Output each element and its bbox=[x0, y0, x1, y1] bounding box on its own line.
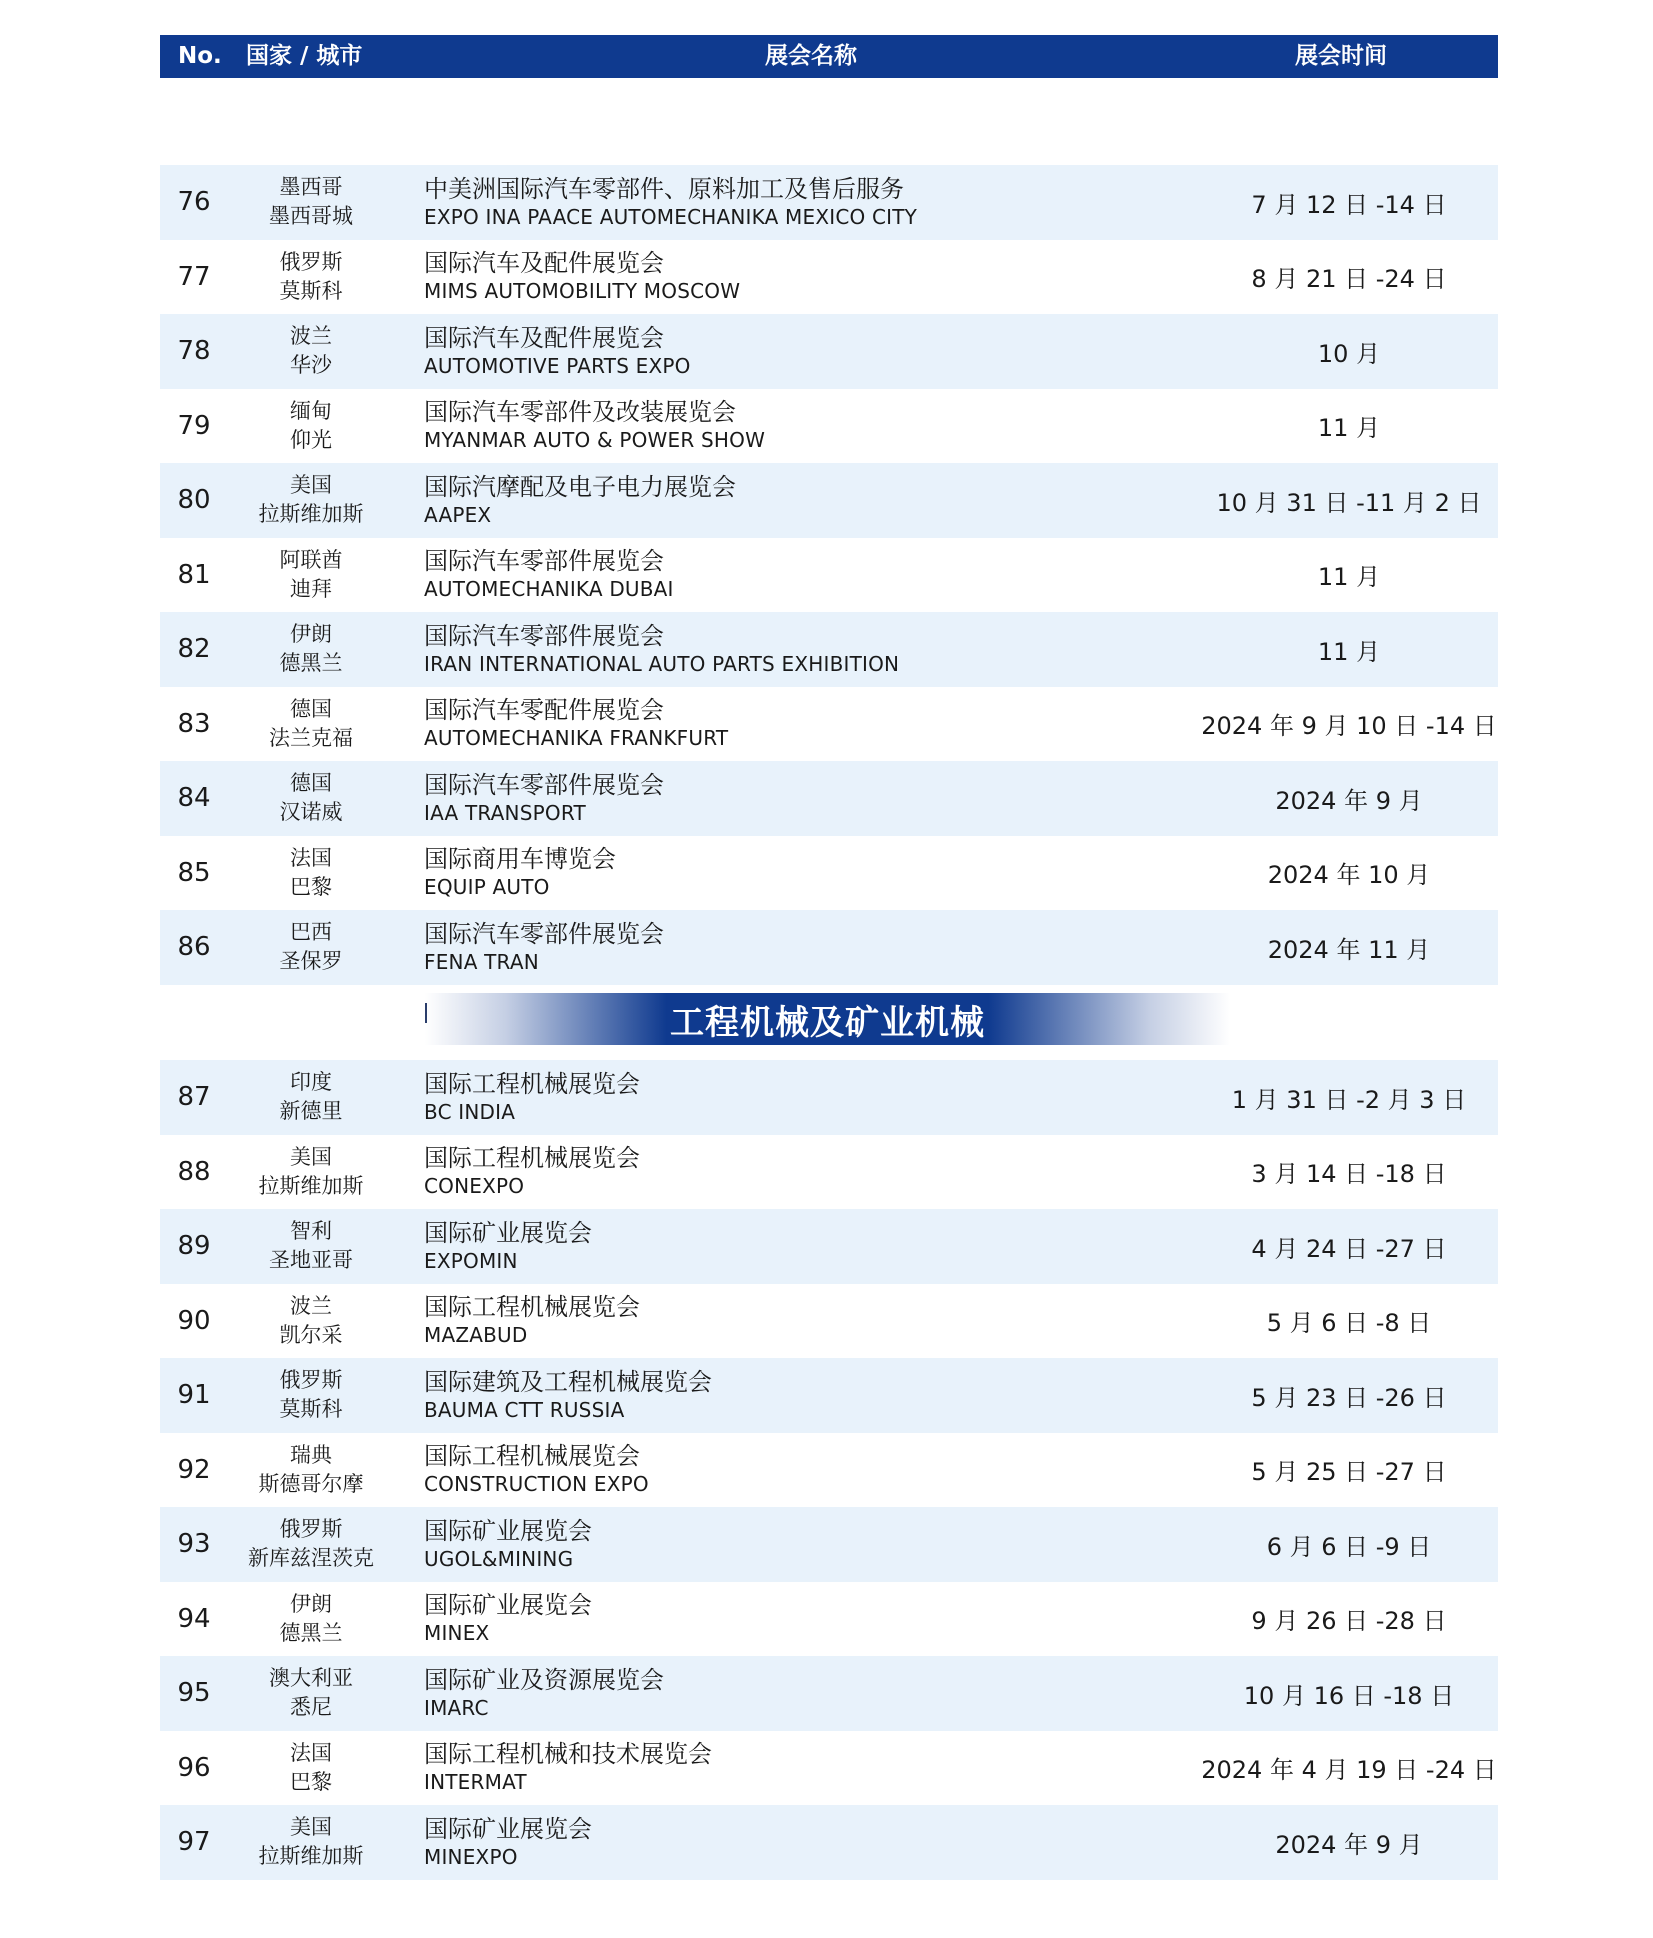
row-number: 89 bbox=[177, 1231, 211, 1262]
row-number: 82 bbox=[177, 634, 211, 665]
row-date: 5 月 25 日 -27 日 bbox=[1251, 1458, 1447, 1487]
row-exhibition-name-cn: 国际矿业及资源展览会 bbox=[424, 1665, 664, 1694]
row-country: 巴西 bbox=[290, 920, 332, 945]
row-exhibition-name-cn: 国际工程机械展览会 bbox=[424, 1069, 640, 1098]
row-exhibition bbox=[424, 1060, 1184, 1135]
row-exhibition-name-en: MIMS AUTOMOBILITY MOSCOW bbox=[424, 279, 741, 304]
row-exhibition-name-cn: 国际矿业展览会 bbox=[424, 1516, 592, 1545]
row-location bbox=[228, 165, 394, 240]
row-exhibition-name-en: MINEX bbox=[424, 1621, 490, 1646]
row-country: 美国 bbox=[290, 473, 332, 498]
table-row bbox=[160, 1060, 1498, 1135]
row-exhibition-name-en: AUTOMECHANIKA DUBAI bbox=[424, 577, 674, 602]
row-exhibition bbox=[424, 1358, 1184, 1433]
exhibition-table-machinery bbox=[160, 1060, 1498, 1880]
row-exhibition bbox=[424, 240, 1184, 315]
table-row bbox=[160, 1731, 1498, 1806]
table-row bbox=[160, 1284, 1498, 1359]
row-exhibition-name-cn: 国际汽摩配及电子电力展览会 bbox=[424, 472, 736, 501]
row-location bbox=[228, 240, 394, 315]
row-exhibition-name-cn: 国际汽车及配件展览会 bbox=[424, 249, 664, 278]
row-exhibition-name-en: CONSTRUCTION EXPO bbox=[424, 1472, 649, 1497]
row-exhibition bbox=[424, 538, 1184, 613]
row-exhibition-name-en: BAUMA CTT RUSSIA bbox=[424, 1397, 625, 1422]
row-city: 新库兹涅茨克 bbox=[248, 1546, 374, 1571]
exhibition-table-automotive bbox=[160, 165, 1498, 985]
row-country: 美国 bbox=[290, 1815, 332, 1840]
row-exhibition-name-cn: 国际汽车零部件展览会 bbox=[424, 621, 664, 650]
row-exhibition bbox=[424, 1135, 1184, 1210]
row-location bbox=[228, 463, 394, 538]
row-location bbox=[228, 1284, 394, 1359]
row-city: 拉斯维加斯 bbox=[258, 1173, 364, 1198]
row-date: 2024 年 9 月 bbox=[1275, 786, 1423, 815]
row-country: 法国 bbox=[290, 1740, 332, 1765]
row-exhibition bbox=[424, 389, 1184, 464]
row-exhibition-name-en: AUTOMOTIVE PARTS EXPO bbox=[424, 353, 691, 378]
row-city: 拉斯维加斯 bbox=[258, 502, 364, 527]
row-city: 德黑兰 bbox=[279, 651, 343, 676]
row-number: 90 bbox=[177, 1305, 211, 1336]
row-exhibition-name-cn: 中美洲国际汽车零部件、原料加工及售后服务 bbox=[424, 174, 904, 203]
section-title: 工程机械及矿业机械 bbox=[670, 1002, 985, 1043]
row-exhibition bbox=[424, 1209, 1184, 1284]
row-country: 俄罗斯 bbox=[279, 1517, 343, 1542]
row-city: 巴黎 bbox=[290, 1769, 332, 1794]
table-row bbox=[160, 389, 1498, 464]
row-city: 凯尔采 bbox=[279, 1322, 343, 1347]
row-country: 波兰 bbox=[290, 1293, 332, 1318]
row-date: 2024 年 9 月 10 日 -14 日 bbox=[1201, 712, 1497, 741]
row-exhibition bbox=[424, 910, 1184, 985]
row-exhibition-name-cn: 国际工程机械展览会 bbox=[424, 1144, 640, 1173]
row-country: 智利 bbox=[290, 1219, 332, 1244]
row-location bbox=[228, 761, 394, 836]
row-exhibition-name-en: EXPOMIN bbox=[424, 1248, 518, 1273]
row-country: 法国 bbox=[290, 845, 332, 870]
row-city: 新德里 bbox=[279, 1099, 343, 1124]
row-exhibition-name-en: EXPO INA PAACE AUTOMECHANIKA MEXICO CITY bbox=[424, 204, 918, 229]
row-date: 8 月 21 日 -24 日 bbox=[1251, 265, 1447, 294]
row-exhibition-name-en: INTERMAT bbox=[424, 1770, 527, 1795]
row-number: 83 bbox=[177, 708, 211, 739]
row-date: 2024 年 4 月 19 日 -24 日 bbox=[1201, 1756, 1497, 1785]
row-number: 91 bbox=[177, 1380, 211, 1411]
row-exhibition-name-cn: 国际工程机械展览会 bbox=[424, 1442, 640, 1471]
row-date: 10 月 bbox=[1317, 339, 1381, 368]
section-banner bbox=[425, 993, 1230, 1045]
row-country: 美国 bbox=[290, 1144, 332, 1169]
row-country: 瑞典 bbox=[290, 1442, 332, 1467]
row-country: 澳大利亚 bbox=[269, 1666, 353, 1691]
row-number: 95 bbox=[177, 1678, 211, 1709]
row-exhibition bbox=[424, 612, 1184, 687]
table-row bbox=[160, 910, 1498, 985]
row-location bbox=[228, 910, 394, 985]
row-location bbox=[228, 314, 394, 389]
row-location bbox=[228, 1209, 394, 1284]
row-exhibition-name-cn: 国际汽车零配件展览会 bbox=[424, 696, 664, 725]
table-row bbox=[160, 240, 1498, 315]
row-date: 2024 年 11 月 bbox=[1267, 935, 1431, 964]
row-country: 俄罗斯 bbox=[279, 249, 343, 274]
row-location bbox=[228, 687, 394, 762]
row-exhibition-name-cn: 国际矿业展览会 bbox=[424, 1218, 592, 1247]
row-city: 莫斯科 bbox=[279, 278, 343, 303]
row-exhibition-name-en: AUTOMECHANIKA FRANKFURT bbox=[424, 726, 729, 751]
table-row bbox=[160, 1582, 1498, 1657]
row-date: 9 月 26 日 -28 日 bbox=[1251, 1607, 1447, 1636]
row-exhibition-name-en: EQUIP AUTO bbox=[424, 875, 550, 900]
row-number: 84 bbox=[177, 783, 211, 814]
row-country: 德国 bbox=[290, 771, 332, 796]
row-exhibition bbox=[424, 687, 1184, 762]
row-number: 96 bbox=[177, 1752, 211, 1783]
row-exhibition-name-cn: 国际汽车及配件展览会 bbox=[424, 323, 664, 352]
table-row bbox=[160, 1358, 1498, 1433]
table-row bbox=[160, 1433, 1498, 1508]
row-date: 4 月 24 日 -27 日 bbox=[1251, 1234, 1447, 1263]
row-city: 悉尼 bbox=[290, 1695, 332, 1720]
row-city: 仰光 bbox=[290, 427, 332, 452]
row-exhibition-name-en: IRAN INTERNATIONAL AUTO PARTS EXHIBITION bbox=[424, 651, 900, 676]
row-location bbox=[228, 1582, 394, 1657]
table-row bbox=[160, 314, 1498, 389]
row-exhibition bbox=[424, 1284, 1184, 1359]
row-country: 波兰 bbox=[290, 324, 332, 349]
row-city: 巴黎 bbox=[290, 874, 332, 899]
row-date: 3 月 14 日 -18 日 bbox=[1251, 1160, 1447, 1189]
row-exhibition-name-en: AAPEX bbox=[424, 502, 492, 527]
row-location bbox=[228, 1805, 394, 1880]
row-exhibition-name-en: CONEXPO bbox=[424, 1174, 525, 1199]
row-exhibition-name-cn: 国际矿业展览会 bbox=[424, 1591, 592, 1620]
row-number: 79 bbox=[177, 410, 211, 441]
row-city: 莫斯科 bbox=[279, 1397, 343, 1422]
row-location bbox=[228, 538, 394, 613]
row-country: 阿联酋 bbox=[279, 547, 343, 572]
row-location bbox=[228, 1135, 394, 1210]
row-number: 85 bbox=[177, 857, 211, 888]
row-location bbox=[228, 1433, 394, 1508]
table-row bbox=[160, 761, 1498, 836]
row-date: 10 月 31 日 -11 月 2 日 bbox=[1216, 488, 1482, 517]
row-exhibition bbox=[424, 165, 1184, 240]
table-row bbox=[160, 1507, 1498, 1582]
row-number: 97 bbox=[177, 1827, 211, 1858]
row-exhibition bbox=[424, 1656, 1184, 1731]
row-exhibition-name-cn: 国际汽车零部件展览会 bbox=[424, 770, 664, 799]
row-location bbox=[228, 1060, 394, 1135]
row-city: 圣保罗 bbox=[279, 949, 343, 974]
row-city: 拉斯维加斯 bbox=[258, 1844, 364, 1869]
row-exhibition-name-cn: 国际汽车零部件及改装展览会 bbox=[424, 398, 736, 427]
row-country: 伊朗 bbox=[290, 622, 332, 647]
row-exhibition-name-cn: 国际工程机械展览会 bbox=[424, 1293, 640, 1322]
row-location bbox=[228, 1358, 394, 1433]
row-number: 78 bbox=[177, 336, 211, 367]
row-date: 11 月 bbox=[1317, 637, 1381, 666]
row-exhibition-name-cn: 国际工程机械和技术展览会 bbox=[424, 1740, 712, 1769]
table-row bbox=[160, 463, 1498, 538]
table-header bbox=[160, 35, 1498, 78]
row-location bbox=[228, 1507, 394, 1582]
row-number: 80 bbox=[177, 485, 211, 516]
row-exhibition-name-cn: 国际建筑及工程机械展览会 bbox=[424, 1367, 712, 1396]
row-exhibition-name-en: MINEXPO bbox=[424, 1844, 518, 1869]
row-number: 86 bbox=[177, 932, 211, 963]
row-country: 缅甸 bbox=[290, 398, 332, 423]
row-country: 印度 bbox=[290, 1070, 332, 1095]
row-date: 10 月 16 日 -18 日 bbox=[1243, 1681, 1455, 1710]
row-date: 6 月 6 日 -9 日 bbox=[1266, 1532, 1432, 1561]
row-number: 77 bbox=[177, 261, 211, 292]
row-location bbox=[228, 612, 394, 687]
row-exhibition-name-cn: 国际汽车零部件展览会 bbox=[424, 547, 664, 576]
row-exhibition bbox=[424, 761, 1184, 836]
row-city: 德黑兰 bbox=[279, 1620, 343, 1645]
row-date: 2024 年 10 月 bbox=[1267, 861, 1431, 890]
row-location bbox=[228, 1656, 394, 1731]
table-row bbox=[160, 538, 1498, 613]
table-row bbox=[160, 1805, 1498, 1880]
header-location: 国家 / 城市 bbox=[246, 43, 363, 69]
row-exhibition bbox=[424, 463, 1184, 538]
row-exhibition-name-en: UGOL&MINING bbox=[424, 1546, 574, 1571]
row-country: 德国 bbox=[290, 696, 332, 721]
table-row bbox=[160, 1135, 1498, 1210]
row-exhibition-name-cn: 国际矿业展览会 bbox=[424, 1814, 592, 1843]
row-date: 1 月 31 日 -2 月 3 日 bbox=[1231, 1085, 1467, 1114]
banner-tick bbox=[425, 1003, 427, 1023]
row-number: 92 bbox=[177, 1454, 211, 1485]
row-exhibition bbox=[424, 1582, 1184, 1657]
row-city: 迪拜 bbox=[290, 576, 332, 601]
row-city: 汉诺威 bbox=[279, 800, 343, 825]
row-location bbox=[228, 836, 394, 911]
row-exhibition-name-en: BC INDIA bbox=[424, 1099, 516, 1124]
row-number: 81 bbox=[177, 559, 211, 590]
row-exhibition bbox=[424, 1805, 1184, 1880]
row-location bbox=[228, 389, 394, 464]
row-date: 11 月 bbox=[1317, 414, 1381, 443]
row-date: 11 月 bbox=[1317, 563, 1381, 592]
row-country: 墨西哥 bbox=[279, 175, 343, 200]
row-number: 76 bbox=[177, 187, 211, 218]
row-date: 7 月 12 日 -14 日 bbox=[1251, 190, 1447, 219]
header-no: No. bbox=[178, 43, 222, 69]
row-exhibition-name-en: MYANMAR AUTO & POWER SHOW bbox=[424, 428, 766, 453]
row-number: 87 bbox=[177, 1082, 211, 1113]
row-number: 93 bbox=[177, 1529, 211, 1560]
table-row bbox=[160, 165, 1498, 240]
row-date: 2024 年 9 月 bbox=[1275, 1830, 1423, 1859]
row-exhibition bbox=[424, 1731, 1184, 1806]
row-city: 法兰克福 bbox=[269, 725, 353, 750]
row-exhibition bbox=[424, 314, 1184, 389]
row-city: 墨西哥城 bbox=[269, 204, 353, 229]
row-exhibition-name-en: IMARC bbox=[424, 1695, 489, 1720]
table-row bbox=[160, 836, 1498, 911]
table-row bbox=[160, 1656, 1498, 1731]
row-exhibition-name-en: MAZABUD bbox=[424, 1323, 528, 1348]
row-location bbox=[228, 1731, 394, 1806]
table-row bbox=[160, 612, 1498, 687]
row-exhibition bbox=[424, 836, 1184, 911]
row-number: 94 bbox=[177, 1603, 211, 1634]
row-exhibition-name-cn: 国际商用车博览会 bbox=[424, 845, 616, 874]
header-exhibition-name: 展会名称 bbox=[765, 43, 857, 69]
row-number: 88 bbox=[177, 1156, 211, 1187]
table-row bbox=[160, 687, 1498, 762]
row-exhibition bbox=[424, 1507, 1184, 1582]
row-date: 5 月 6 日 -8 日 bbox=[1266, 1309, 1432, 1338]
row-city: 斯德哥尔摩 bbox=[258, 1471, 364, 1496]
row-exhibition-name-cn: 国际汽车零部件展览会 bbox=[424, 919, 664, 948]
header-exhibition-date: 展会时间 bbox=[1295, 43, 1387, 69]
row-country: 伊朗 bbox=[290, 1591, 332, 1616]
row-date: 5 月 23 日 -26 日 bbox=[1251, 1383, 1447, 1412]
row-exhibition-name-en: IAA TRANSPORT bbox=[424, 800, 586, 825]
row-exhibition bbox=[424, 1433, 1184, 1508]
row-city: 华沙 bbox=[290, 353, 332, 378]
row-city: 圣地亚哥 bbox=[269, 1248, 353, 1273]
table-row bbox=[160, 1209, 1498, 1284]
row-exhibition-name-en: FENA TRAN bbox=[424, 949, 539, 974]
row-country: 俄罗斯 bbox=[279, 1368, 343, 1393]
